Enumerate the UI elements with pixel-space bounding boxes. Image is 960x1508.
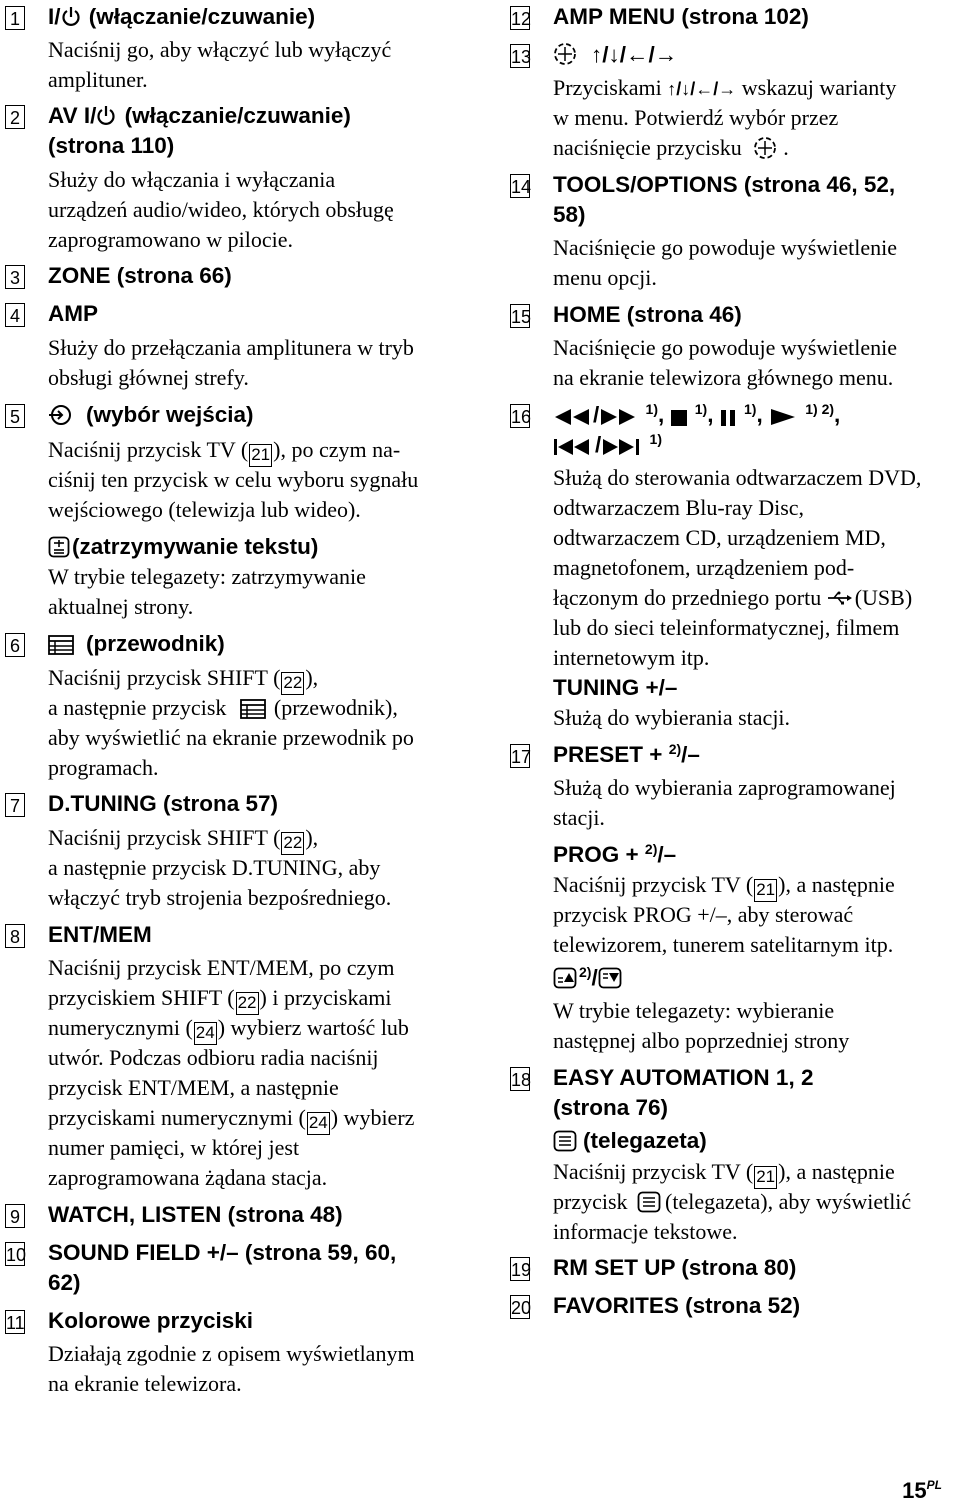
item-number: 20 bbox=[510, 1295, 530, 1319]
item-text: włączyć tryb strojenia bezpośredniego. bbox=[48, 885, 392, 910]
ref-box: 21 bbox=[754, 879, 777, 902]
item-text: programach. bbox=[48, 755, 159, 780]
item-title: AMP bbox=[48, 301, 98, 326]
item-number: 2 bbox=[5, 105, 25, 129]
item-text: numer pamięci, w której jest bbox=[48, 1135, 300, 1160]
item-number: 15 bbox=[510, 304, 530, 328]
item-number: 13 bbox=[510, 44, 530, 68]
item-text: utwór. Podczas odbioru radia naciśnij bbox=[48, 1045, 379, 1070]
item-text: urządzeń audio/wideo, których obsługę bbox=[48, 197, 394, 222]
ref-box: 21 bbox=[249, 444, 272, 467]
item-text: odtwarzaczem CD, urządzeniem MD, bbox=[553, 525, 886, 550]
play-icon bbox=[769, 404, 797, 434]
ref-box: 21 bbox=[754, 1166, 777, 1189]
item-text: odtwarzaczem Blu-ray Disc, bbox=[553, 495, 805, 520]
teletext-icon bbox=[553, 1130, 577, 1160]
item-title: FAVORITES (strona 52) bbox=[553, 1293, 801, 1318]
item-text: lub do sieci teleinformatycznej, filmem bbox=[553, 615, 900, 640]
item-text: Naciśnięcie go powoduje wyświetlenie bbox=[553, 235, 897, 260]
item-text: Służą do wybierania stacji. bbox=[553, 705, 791, 730]
item-text: przyciskami numerycznymi ( 24 ) wybierz bbox=[48, 1103, 414, 1135]
input-select-icon bbox=[48, 404, 72, 434]
item-title: AMP MENU (strona 102) bbox=[553, 4, 809, 29]
item-title: (strona 76) bbox=[553, 1095, 669, 1120]
page-number: $15^{PL}$ bbox=[902, 1478, 942, 1503]
item-title: HOME (strona 46) bbox=[553, 302, 742, 327]
item-title: Kolorowe przyciski bbox=[48, 1308, 254, 1333]
item-text: na ekranie telewizora. bbox=[48, 1371, 242, 1396]
item-title: I/ (włączanie/czuwanie) bbox=[48, 2, 315, 36]
item-title: PRESET + $^{2)}$/– bbox=[553, 741, 700, 767]
item-number: 8 bbox=[5, 924, 25, 948]
item-text: Naciśnij go, aby włączyć lub wyłączyć bbox=[48, 37, 392, 62]
item-subtitle: TUNING +/– bbox=[553, 675, 678, 700]
item-number: 6 bbox=[5, 633, 25, 657]
item-number: 5 bbox=[5, 404, 25, 428]
item-text: informacje tekstowe. bbox=[553, 1219, 738, 1244]
item-subtitle: PROG + $^{2)}$/– bbox=[553, 841, 677, 867]
pause-icon bbox=[720, 404, 736, 434]
item-text: telewizorem, tunerem satelitarnym itp. bbox=[553, 932, 894, 957]
item-title: TOOLS/OPTIONS (strona 46, 52, bbox=[553, 172, 896, 197]
item-title: SOUND FIELD +/– (strona 59, 60, bbox=[48, 1240, 397, 1265]
item-text: przycisk (telegazeta), aby wyświetlić bbox=[553, 1187, 911, 1221]
item-title: ZONE (strona 66) bbox=[48, 263, 232, 288]
item-text: wejściowego (telewizja lub wideo). bbox=[48, 497, 361, 522]
item-number: 7 bbox=[5, 793, 25, 817]
ref-box: 24 bbox=[307, 1112, 330, 1135]
item-text: przycisk PROG +/–, aby sterować bbox=[553, 902, 854, 927]
item-text: w menu. Potwierdź wybór przez bbox=[553, 105, 839, 130]
item-number: 19 bbox=[510, 1257, 530, 1281]
item-title: 62) bbox=[48, 1270, 81, 1295]
usb-icon bbox=[827, 583, 853, 613]
item-text: Służy do włączania i wyłączania bbox=[48, 167, 336, 192]
stop-icon bbox=[671, 404, 687, 434]
item-text: W trybie telegazety: wybieranie bbox=[553, 998, 835, 1023]
item-text: aktualnej strony. bbox=[48, 594, 194, 619]
item-text: przycisk ENT/MEM, a następnie bbox=[48, 1075, 339, 1100]
item-number: 18 bbox=[510, 1067, 530, 1091]
enter-button-icon bbox=[553, 42, 577, 74]
item-text: Naciśnij przycisk ENT/MEM, po czym bbox=[48, 955, 395, 980]
item-title: (strona 110) bbox=[48, 133, 175, 158]
item-text: ciśnij ten przycisk w celu wyboru sygnału bbox=[48, 467, 419, 492]
item-text: Przyciskami ↑/↓/←/→ wskazuj warianty bbox=[553, 75, 897, 100]
item-text: Naciśnij przycisk SHIFT ( 22 ), bbox=[48, 663, 318, 695]
item-text: obsługi głównej strefy. bbox=[48, 365, 249, 390]
item-text: zaprogramowano w pilocie. bbox=[48, 227, 293, 252]
item-text: Naciśnij przycisk SHIFT ( 22 ), bbox=[48, 823, 318, 855]
item-title: / $^{1)}$ bbox=[553, 430, 662, 464]
item-number: 17 bbox=[510, 744, 530, 768]
item-text: Służą do sterowania odtwarzaczem DVD, bbox=[553, 465, 922, 490]
item-text: Służą do wybierania zaprogramowanej bbox=[553, 775, 896, 800]
item-text: menu opcji. bbox=[553, 265, 657, 290]
item-text: Naciśnięcie go powoduje wyświetlenie bbox=[553, 335, 897, 360]
ref-box: 24 bbox=[194, 1022, 217, 1045]
item-title: ↑/↓/←/→ bbox=[553, 40, 677, 74]
enter-button-icon bbox=[753, 136, 777, 168]
item-subtitle: $^{2)}$/ bbox=[553, 963, 624, 997]
item-text: zaprogramowana żądana stacja. bbox=[48, 1165, 328, 1190]
item-text: a następnie przycisk (przewodnik), bbox=[48, 693, 398, 727]
item-title: / $^{1)}$, $^{1)}$, $^{1)}$, $^{1) 2)}$, bbox=[553, 400, 840, 434]
item-text: W trybie telegazety: zatrzymywanie bbox=[48, 564, 366, 589]
item-number: 3 bbox=[5, 265, 25, 289]
item-text: Służy do przełączania amplitunera w tryb bbox=[48, 335, 414, 360]
next-track-icon bbox=[601, 434, 641, 464]
item-title: (wybór wejścia) bbox=[48, 400, 254, 434]
page-down-icon bbox=[598, 967, 622, 997]
guide-icon bbox=[48, 633, 74, 663]
item-text: amplituner. bbox=[48, 67, 148, 92]
item-number: 16 bbox=[510, 404, 530, 428]
item-text: aby wyświetlić na ekranie przewodnik po bbox=[48, 725, 414, 750]
item-text: stacji. bbox=[553, 805, 605, 830]
item-text: naciśnięcie przycisku . bbox=[553, 133, 789, 168]
item-text: a następnie przycisk D.TUNING, aby bbox=[48, 855, 381, 880]
item-number: 11 bbox=[5, 1310, 25, 1334]
item-number: 12 bbox=[510, 6, 530, 30]
item-title: WATCH, LISTEN (strona 48) bbox=[48, 1202, 343, 1227]
item-number: 4 bbox=[5, 303, 25, 327]
item-title: RM SET UP (strona 80) bbox=[553, 1255, 797, 1280]
item-text: Naciśnij przycisk TV ( 21 ), a następnie bbox=[553, 1157, 895, 1189]
ref-box: 22 bbox=[281, 672, 304, 695]
previous-track-icon bbox=[553, 434, 593, 464]
ref-box: 22 bbox=[281, 832, 304, 855]
item-text: Naciśnij przycisk TV ( 21 ), po czym na- bbox=[48, 435, 400, 467]
item-title: AV I/ (włączanie/czuwanie) bbox=[48, 101, 351, 135]
item-number: 9 bbox=[5, 1204, 25, 1228]
page-up-icon bbox=[553, 967, 577, 997]
item-text: Działają zgodnie z opisem wyświetlanym bbox=[48, 1341, 415, 1366]
item-text: magnetofonem, urządzeniem pod- bbox=[553, 555, 855, 580]
ref-box: 22 bbox=[236, 992, 259, 1015]
item-subtitle: (zatrzymywanie tekstu) bbox=[48, 532, 318, 566]
item-subtitle: (telegazeta) bbox=[553, 1126, 707, 1160]
item-text: łączonym do przedniego portu (USB) bbox=[553, 583, 912, 613]
item-number: 1 bbox=[5, 6, 25, 30]
item-number: 10 bbox=[5, 1242, 25, 1266]
item-title: D.TUNING (strona 57) bbox=[48, 791, 279, 816]
item-text: Naciśnij przycisk TV ( 21 ), a następnie bbox=[553, 870, 895, 902]
power-icon bbox=[61, 6, 81, 36]
item-title: (przewodnik) bbox=[48, 629, 225, 663]
item-number: 14 bbox=[510, 174, 530, 198]
item-title: 58) bbox=[553, 202, 586, 227]
item-text: internetowym itp. bbox=[553, 645, 710, 670]
item-text: na ekranie telewizora głównego menu. bbox=[553, 365, 894, 390]
item-text: następnej albo poprzedniej strony bbox=[553, 1028, 850, 1053]
item-title: ENT/MEM bbox=[48, 922, 152, 947]
item-text: numerycznymi ( 24 ) wybierz wartość lub bbox=[48, 1013, 409, 1045]
item-text: przyciskiem SHIFT ( 22 ) i przyciskami bbox=[48, 983, 391, 1015]
item-title: EASY AUTOMATION 1, 2 bbox=[553, 1065, 814, 1090]
